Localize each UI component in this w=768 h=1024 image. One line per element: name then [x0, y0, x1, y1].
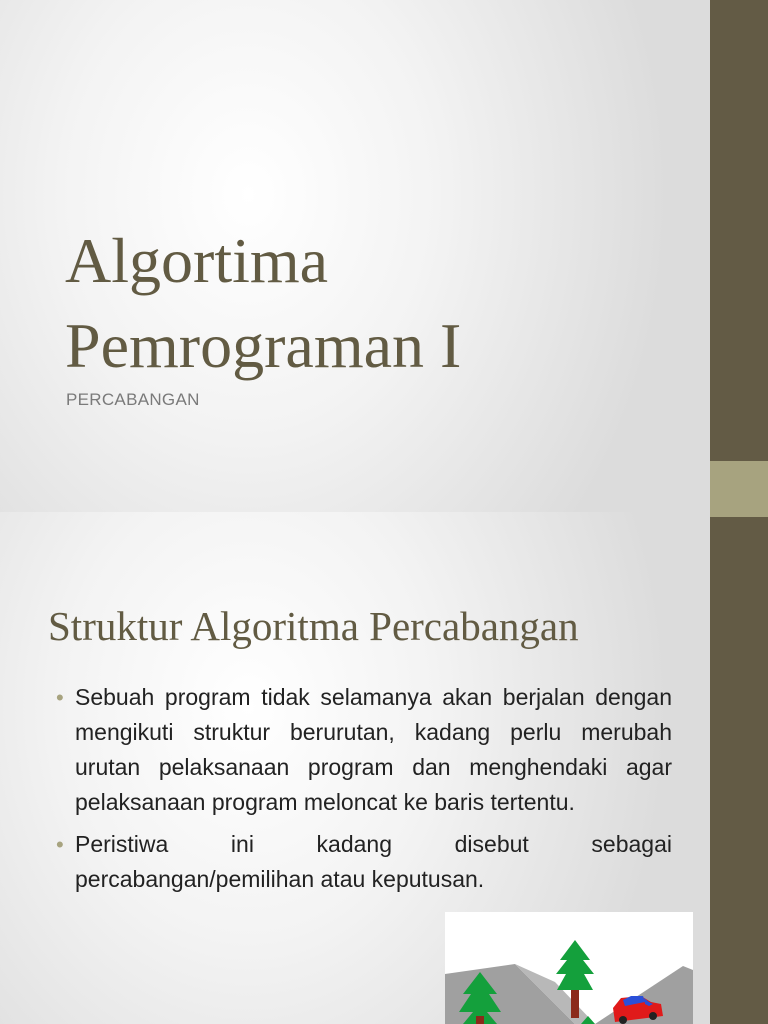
bullet-dot-icon: • [56, 832, 64, 857]
bullet-dot-icon: • [56, 685, 64, 710]
content-slide [0, 512, 710, 1024]
road-fork-car-trees-icon [445, 912, 693, 1024]
title-slide [0, 0, 710, 512]
side-accent-block [710, 461, 768, 517]
bullet-item [56, 680, 672, 820]
slide-heading: Struktur Algoritma Percabangan [48, 603, 579, 649]
bullet-text: Sebuah program tidak selamanya akan berjalan dengan mengikuti struktur berurutan, kadang perlu merubah urutan pelaksanaan program dan menghendaki agar pelaksanaan program meloncat ke baris tertentu. [75, 684, 672, 815]
bullet-text: Peristiwa ini kadang disebut sebagai percabangan/pemilihan atau keputusan. [75, 831, 672, 892]
bullet-item [56, 827, 672, 897]
slide-subtitle: PERCABANGAN [66, 390, 200, 409]
bullet-list [56, 680, 672, 904]
slide-title [65, 218, 685, 388]
title-line-2: Pemrograman I [65, 310, 462, 381]
title-line-1: Algortima [65, 225, 329, 296]
